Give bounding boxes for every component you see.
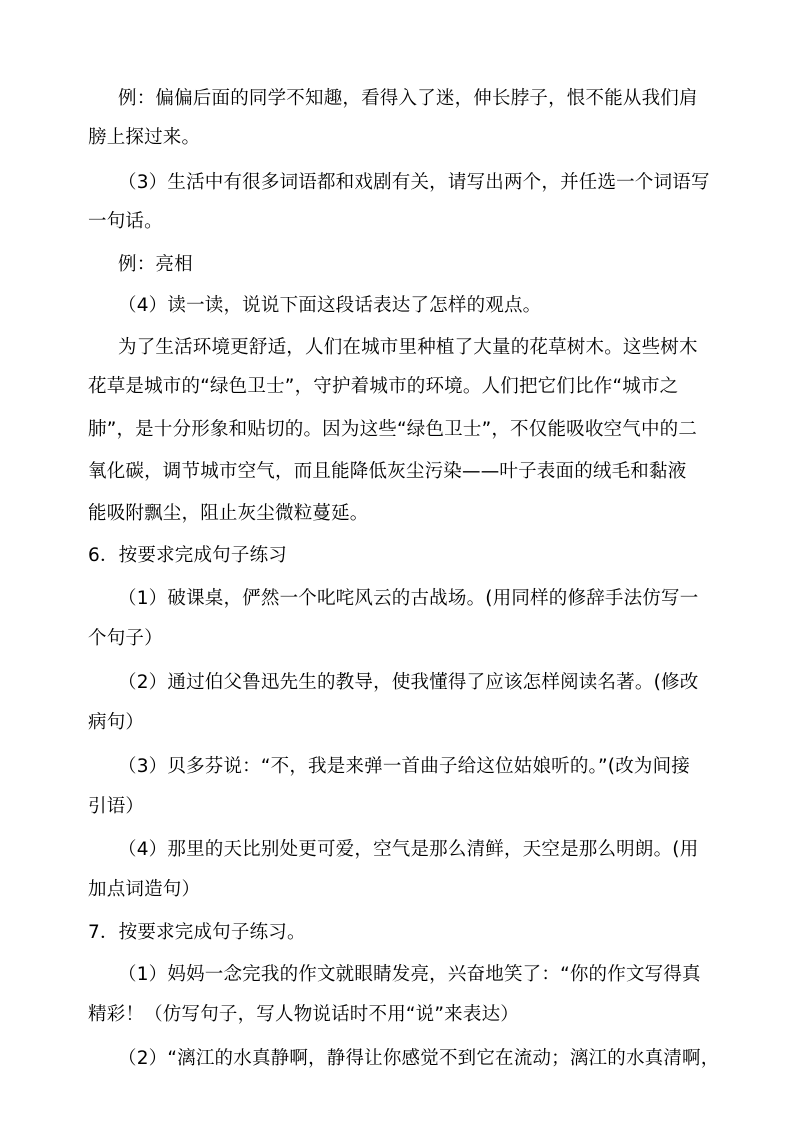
text-line: 花草是城市的“绿色卫士”，守护着城市的环境。人们把它们比作“城市之 [88,376,679,397]
text-line: 加点词造句） [88,879,201,900]
text-line: （4）那里的天比别处更可爱，空气是那么清鲜，天空是那么明朗。(用 [118,839,699,860]
section-heading: 7．按要求完成句子练习。 [88,922,306,943]
text-line: 例：偏偏后面的同学不知趣，看得入了迷，伸长脖子，恨不能从我们肩 [118,88,698,109]
text-line: （2）“漓江的水真静啊，静得让你感觉不到它在流动；漓江的水真清啊， [118,1048,720,1069]
section-heading: 6．按要求完成句子练习 [88,545,287,566]
text-line: 膀上探过来。 [88,127,201,148]
text-line: 能吸附飘尘，阻止灰尘微粒蔓延。 [88,503,369,524]
text-line: （2）通过伯父鲁迅先生的教导，使我懂得了应该怎样阅读名著。(修改 [118,672,699,693]
text-line: 一句话。 [88,211,163,232]
text-line: 精彩！（仿写句子，写人物说话时不用“说”来表达） [88,1004,519,1025]
text-line: 例：亮相 [118,254,193,275]
text-line: 个句子） [88,628,163,649]
text-line: （3）生活中有很多词语都和戏剧有关，请写出两个，并任选一个词语写 [118,172,710,193]
text-line: 氧化碳，调节城市空气，而且能降低灰尘污染——叶子表面的绒毛和黏液 [88,461,687,482]
text-line: （4）读一读，说说下面这段话表达了怎样的观点。 [118,295,542,316]
text-line: 病句） [88,712,145,733]
text-line: （3）贝多芬说：“不，我是来弹一首曲子给这位姑娘听的。”(改为间接 [118,756,691,777]
text-line: 为了生活环境更舒适，人们在城市里种植了大量的花草树木。这些树木 [118,337,698,358]
text-line: 肺”，是十分形象和贴切的。因为这些“绿色卫士”，不仅能吸收空气中的二 [88,419,698,440]
text-line: （1）妈妈一念完我的作文就眼睛发亮，兴奋地笑了：“你的作文写得真 [118,964,701,985]
text-line: （1）破课桌，俨然一个叱咤风云的古战场。(用同样的修辞手法仿写一 [118,588,699,609]
text-line: 引语） [88,796,145,817]
